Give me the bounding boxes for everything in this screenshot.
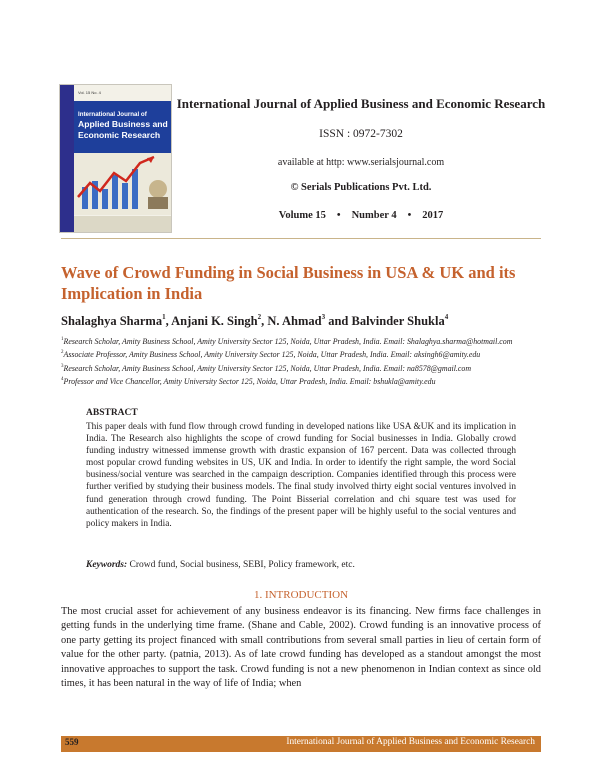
affiliation-sup: 1 <box>61 337 64 342</box>
keywords <box>86 560 516 570</box>
bullet-separator: • <box>407 210 412 221</box>
affiliation-1 <box>61 335 561 347</box>
author-sup: 3 <box>321 313 326 321</box>
publisher: © Serials Publications Pvt. Ltd. <box>290 182 432 193</box>
cover-title-line2: Applied Business and <box>78 119 168 129</box>
volume: Volume 15 <box>278 210 326 221</box>
author-list <box>61 313 561 329</box>
affiliation-sup: 2 <box>61 350 64 355</box>
author-separator: , <box>165 314 172 328</box>
author-name: Shalaghya Sharma <box>61 314 163 328</box>
author-sup: 1 <box>162 313 166 321</box>
keywords-text: Crowd fund, Social business, SEBI, Policy framework, etc. <box>127 560 355 570</box>
author-separator: and <box>325 314 352 328</box>
cover-bottom-band <box>74 216 172 233</box>
footer-journal-name: International Journal of Applied Business and Economic Research <box>286 737 535 747</box>
journal-cover-image <box>59 84 172 233</box>
affiliation-text: Professor and Vice Chancellor, Amity University Sector 125, Noida, Uttar Pradesh, India. Email: bshukla@amity.edu <box>63 377 436 386</box>
cover-title <box>78 111 168 141</box>
keywords-label: Keywords: <box>86 560 128 570</box>
year: 2017 <box>422 210 444 221</box>
affiliation-text: Research Scholar, Amity Business School, Amity University Sector 125, Noida, Uttar Pradesh, India. Email: na8578@gmail.com <box>63 364 472 373</box>
author-name: N. Ahmad <box>267 314 322 328</box>
availability-link[interactable]: available at http: www.serialsjournal.com <box>277 157 445 168</box>
cover-title-line1: International Journal of <box>78 111 147 118</box>
cover-top-text: Vol. 15 No. 4 <box>78 90 101 95</box>
introduction-text: The most crucial asset for achievement of any business endeavor is its financing. New firms face challenges in getting funds in the underlying time frame. (Shane and Cable, 2002). Crowd funding is an innovative process of one party getting its project financed with small contributions from several small parties in lieu of certain form of value for the other party. (patnia, 2013). As of late crowd funding has developed as a standout amongst the most innovative approaches to support the task. Crowd funding is not a new phenomenon in Indian context as since old times, it has been natural in the way of life of India; when <box>61 606 541 690</box>
abstract-text: This paper deals with fund flow through crowd funding in developed nations like USA &UK and its implication in India. The Research also highlights the scope of crowd funding for Social businesses in India. Globally crowd funding industry witnessed immense growth with drastic expansion of 167 percent. Data was collected through most popular crowd funding websites in US, UK and India. In order to identify the right sample, the word Social business/social venture was searched in the campaign description. Companies identified through this process were further verified by studying their business models. The final study involved thirty eight social ventures involved in fund generation through crowd funding. The Point Bisserial correlation and chi square test was used for authentication of the research. So, the findings of the present paper will be highly useful to the social ventures and policy makers in India. <box>86 422 516 529</box>
paper-title <box>61 262 541 304</box>
author-name: Anjani K. Singh <box>171 314 258 328</box>
affiliation-2 <box>61 348 561 360</box>
cover-spine-strip <box>60 85 74 233</box>
author-sup: 4 <box>444 313 449 321</box>
bullet-separator: • <box>336 210 341 221</box>
paper-title-line2: Implication in India <box>61 284 203 303</box>
issn: ISSN : 0972-7302 <box>319 128 403 140</box>
abstract-heading: ABSTRACT <box>86 408 138 418</box>
volume-info <box>176 210 546 221</box>
issue-number: Number 4 <box>351 210 397 221</box>
affiliation-sup: 4 <box>61 377 64 382</box>
header-divider <box>61 238 541 239</box>
cover-title-panel <box>74 101 172 153</box>
page-number: 559 <box>65 737 79 747</box>
author-separator: , <box>261 314 268 328</box>
affiliation-4 <box>61 375 561 387</box>
page-footer <box>61 736 541 751</box>
author-sup: 2 <box>257 313 262 321</box>
journal-name: International Journal of Applied Business and Economic Research <box>176 96 546 111</box>
affiliation-text: Associate Professor, Amity Business School, Amity University Sector 125, Noida, Uttar Pradesh, India. Email: aksingh6@amity.edu <box>63 350 481 359</box>
cover-title-line3: Economic Research <box>78 130 161 140</box>
affiliation-text: Research Scholar, Amity Business School, Amity University Sector 125, Noida, Uttar Pradesh, India. Email: Shalaghya.sharma@hotmail.com <box>63 337 513 346</box>
section-heading-introduction: 1. INTRODUCTION <box>253 589 349 601</box>
footer-underline <box>61 751 541 752</box>
author-name: Balvinder Shukla <box>351 314 445 328</box>
affiliation-3 <box>61 362 561 374</box>
cover-graph-illustration <box>74 153 172 215</box>
paper-title-line1: Wave of Crowd Funding in Social Business in USA & UK and its <box>61 263 516 282</box>
affiliation-sup: 3 <box>61 364 64 369</box>
